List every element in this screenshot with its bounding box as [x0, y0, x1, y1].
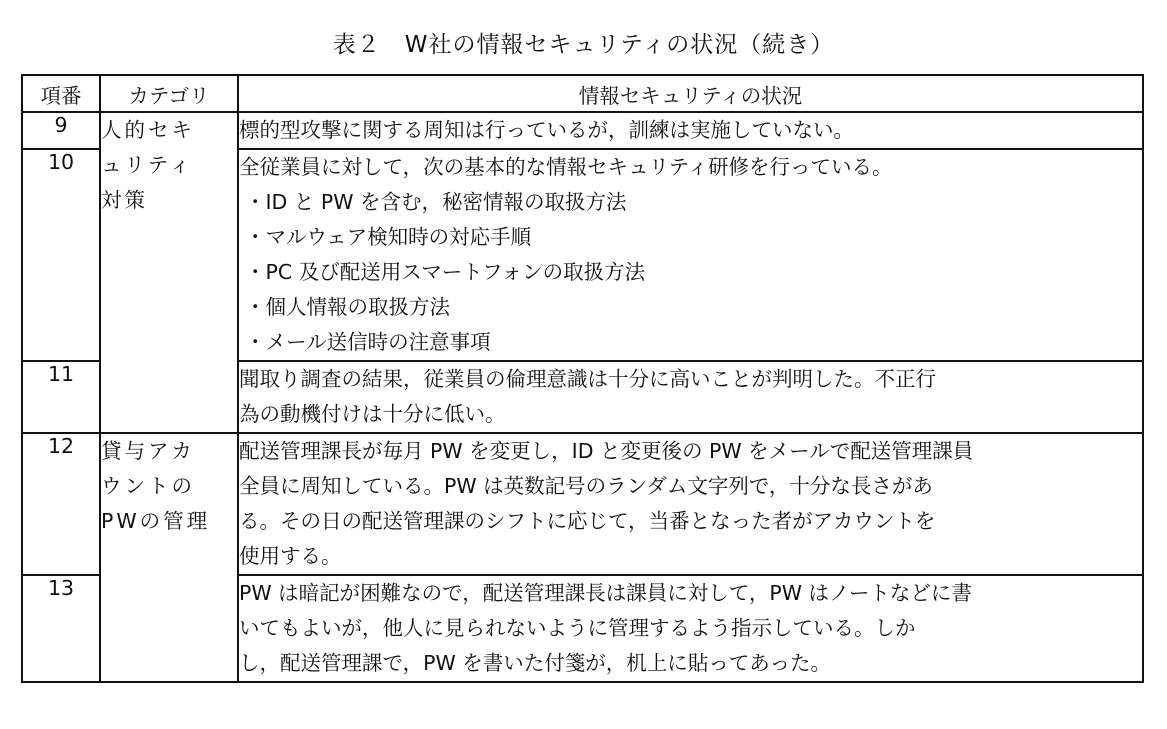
training-bullet: ・メール送信時の注意事項 — [245, 330, 491, 354]
table-header-row — [22, 75, 1143, 112]
table-row — [22, 433, 1143, 575]
status-line: し，配送管理課で，PW を書いた付箋が，机上に貼ってあった。 — [239, 651, 832, 675]
item-number: 11 — [22, 361, 100, 433]
category-cell-human-security — [100, 112, 238, 433]
status-cell — [238, 112, 1143, 149]
status-line: 全員に周知している。PW は英数記号のランダム文字列で，十分な長さがあ — [239, 474, 933, 498]
category-line: ュリティ — [101, 153, 193, 177]
status-line: 標的型攻撃に関する周知は行っているが，訓練は実施していない。 — [239, 118, 854, 142]
category-line: 人的セキ — [101, 118, 195, 142]
item-number: 12 — [22, 433, 100, 575]
security-status-table — [21, 74, 1144, 683]
category-line: 対策 — [101, 188, 148, 212]
status-cell — [238, 361, 1143, 433]
training-bullet: ・個人情報の取扱方法 — [245, 295, 450, 319]
header-status: 情報セキュリティの状況 — [238, 75, 1143, 112]
category-line: ウントの — [101, 474, 195, 498]
item-number: 13 — [22, 575, 100, 682]
status-line: 全従業員に対して，次の基本的な情報セキュリティ研修を行っている。 — [239, 155, 893, 179]
table-title: 表２ W社の情報セキュリティの状況（続き） — [332, 32, 835, 58]
status-line: いてもよいが，他人に見られないように管理するよう指示している。しか — [239, 616, 916, 640]
training-bullet: ・PC 及び配送用スマートフォンの取扱方法 — [245, 260, 646, 284]
status-line: PW は暗記が困難なので，配送管理課長は課員に対して，PW はノートなどに書 — [239, 581, 972, 605]
training-bullet: ・マルウェア検知時の対応手順 — [245, 225, 532, 249]
status-line: 使用する。 — [239, 544, 342, 568]
header-category: カテゴリ — [100, 75, 238, 112]
status-line: 聞取り調査の結果，従業員の倫理意識は十分に高いことが判明した。不正行 — [239, 367, 936, 391]
status-line: る。その日の配送管理課のシフトに応じて，当番となった者がアカウントを — [239, 509, 936, 533]
table-row — [22, 112, 1143, 149]
status-line: 為の動機付けは十分に低い。 — [239, 402, 506, 426]
header-item-no: 項番 — [22, 75, 100, 112]
status-cell — [238, 575, 1143, 682]
category-cell-loaned-account — [100, 433, 238, 682]
category-line: PWの管理 — [101, 509, 211, 533]
status-line: 配送管理課長が毎月 PW を変更し，ID と変更後の PW をメールで配送管理課員 — [239, 439, 974, 463]
status-cell — [238, 149, 1143, 361]
training-bullet: ・ID と PW を含む，秘密情報の取扱方法 — [245, 190, 627, 214]
status-cell — [238, 433, 1143, 575]
item-number: 9 — [22, 112, 100, 149]
item-number: 10 — [22, 149, 100, 361]
category-line: 貸与アカ — [101, 439, 195, 463]
